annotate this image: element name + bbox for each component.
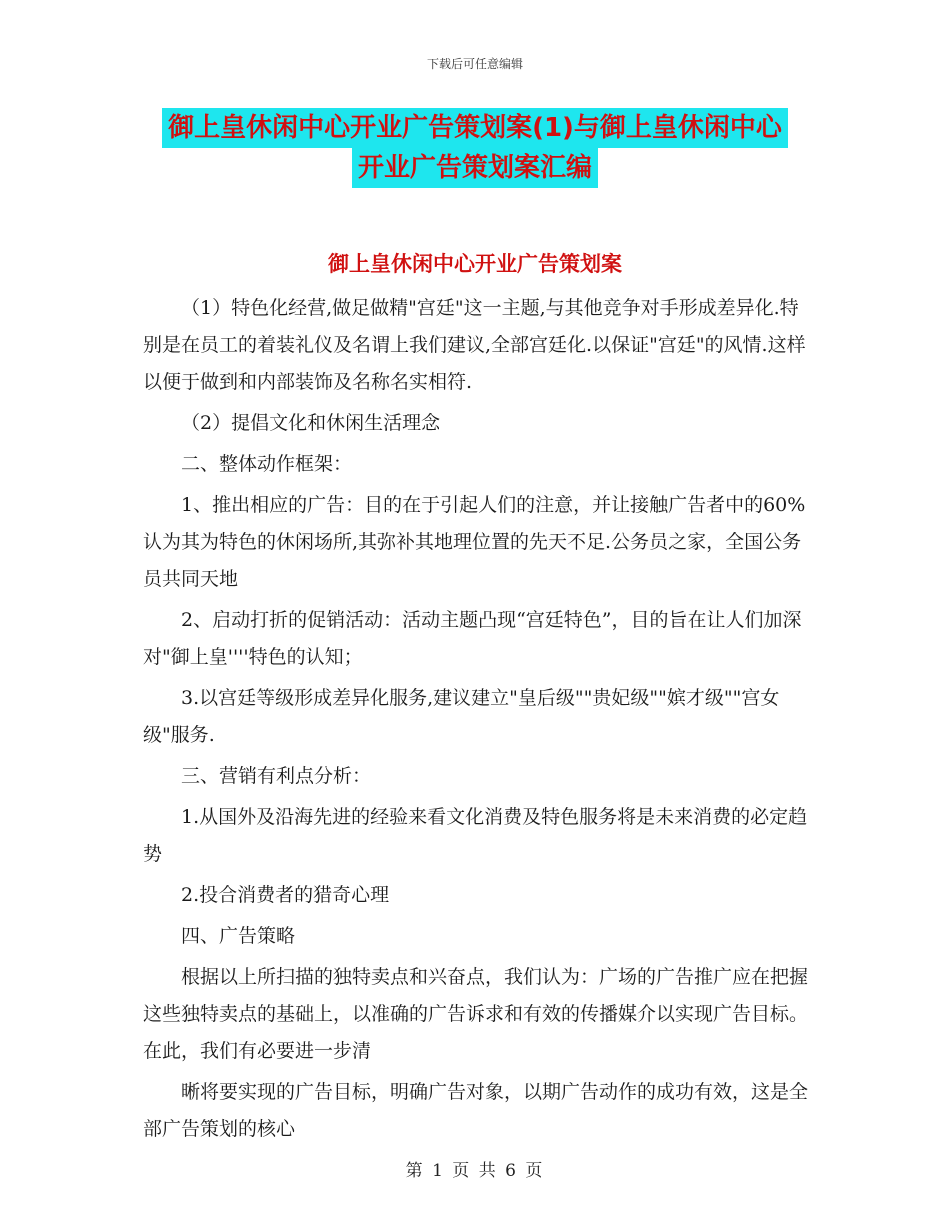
paragraph: 三、营销有利点分析： xyxy=(181,765,372,787)
title-line-2: 开业广告策划案汇编 xyxy=(352,148,598,188)
paragraph: （1）特色化经营,做足做精"宫廷"这一主题,与其他竞争对手形成差异化.特别是在员工的着装礼仪及名谓上我们建议,全部宫廷化.以保证"宫廷"的风情.这样以便于做到和内部装饰及名称名实相符. xyxy=(143,297,806,393)
paragraph: 1、推出相应的广告：目的在于引起人们的注意，并让接触广告者中的60%认为其为特色的休闲场所,其弥补其地理位置的先天不足.公务员之家，全国公务员共同天地 xyxy=(143,494,806,590)
paragraph: 根据以上所扫描的独特卖点和兴奋点，我们认为：广场的广告推广应在把握这些独特卖点的基础上，以准确的广告诉求和有效的传播媒介以实现广告目标。在此，我们有必要进一步清 xyxy=(143,966,809,1062)
document-title xyxy=(140,108,810,188)
section-title: 御上皇休闲中心开业广告策划案 xyxy=(328,252,622,276)
header-note: 下载后可任意编辑 xyxy=(426,57,523,71)
paragraph: 2、启动打折的促销活动：活动主题凸现“宫廷特色”，目的旨在让人们加深对"御上皇''''特色的认知； xyxy=(143,609,802,668)
paragraph: 晰将要实现的广告目标，明确广告对象，以期广告动作的成功有效，这是全部广告策划的核心 xyxy=(143,1081,809,1140)
document-body xyxy=(143,290,808,1152)
paragraph: （2）提倡文化和休闲生活理念 xyxy=(181,412,441,434)
paragraph: 2.投合消费者的猎奇心理 xyxy=(181,884,390,906)
page-footer: 第 1 页 共 6 页 xyxy=(405,1161,545,1181)
paragraph: 1.从国外及沿海先进的经验来看文化消费及特色服务将是未来消费的必定趋势 xyxy=(143,806,808,865)
paragraph: 四、广告策略 xyxy=(181,925,296,947)
paragraph: 二、整体动作框架： xyxy=(181,453,353,475)
title-line-1: 御上皇休闲中心开业广告策划案(1)与御上皇休闲中心 xyxy=(162,108,788,148)
paragraph: 3.以宫廷等级形成差异化服务,建议建立"皇后级""贵妃级""嫔才级""宫女级"服务. xyxy=(143,687,780,746)
